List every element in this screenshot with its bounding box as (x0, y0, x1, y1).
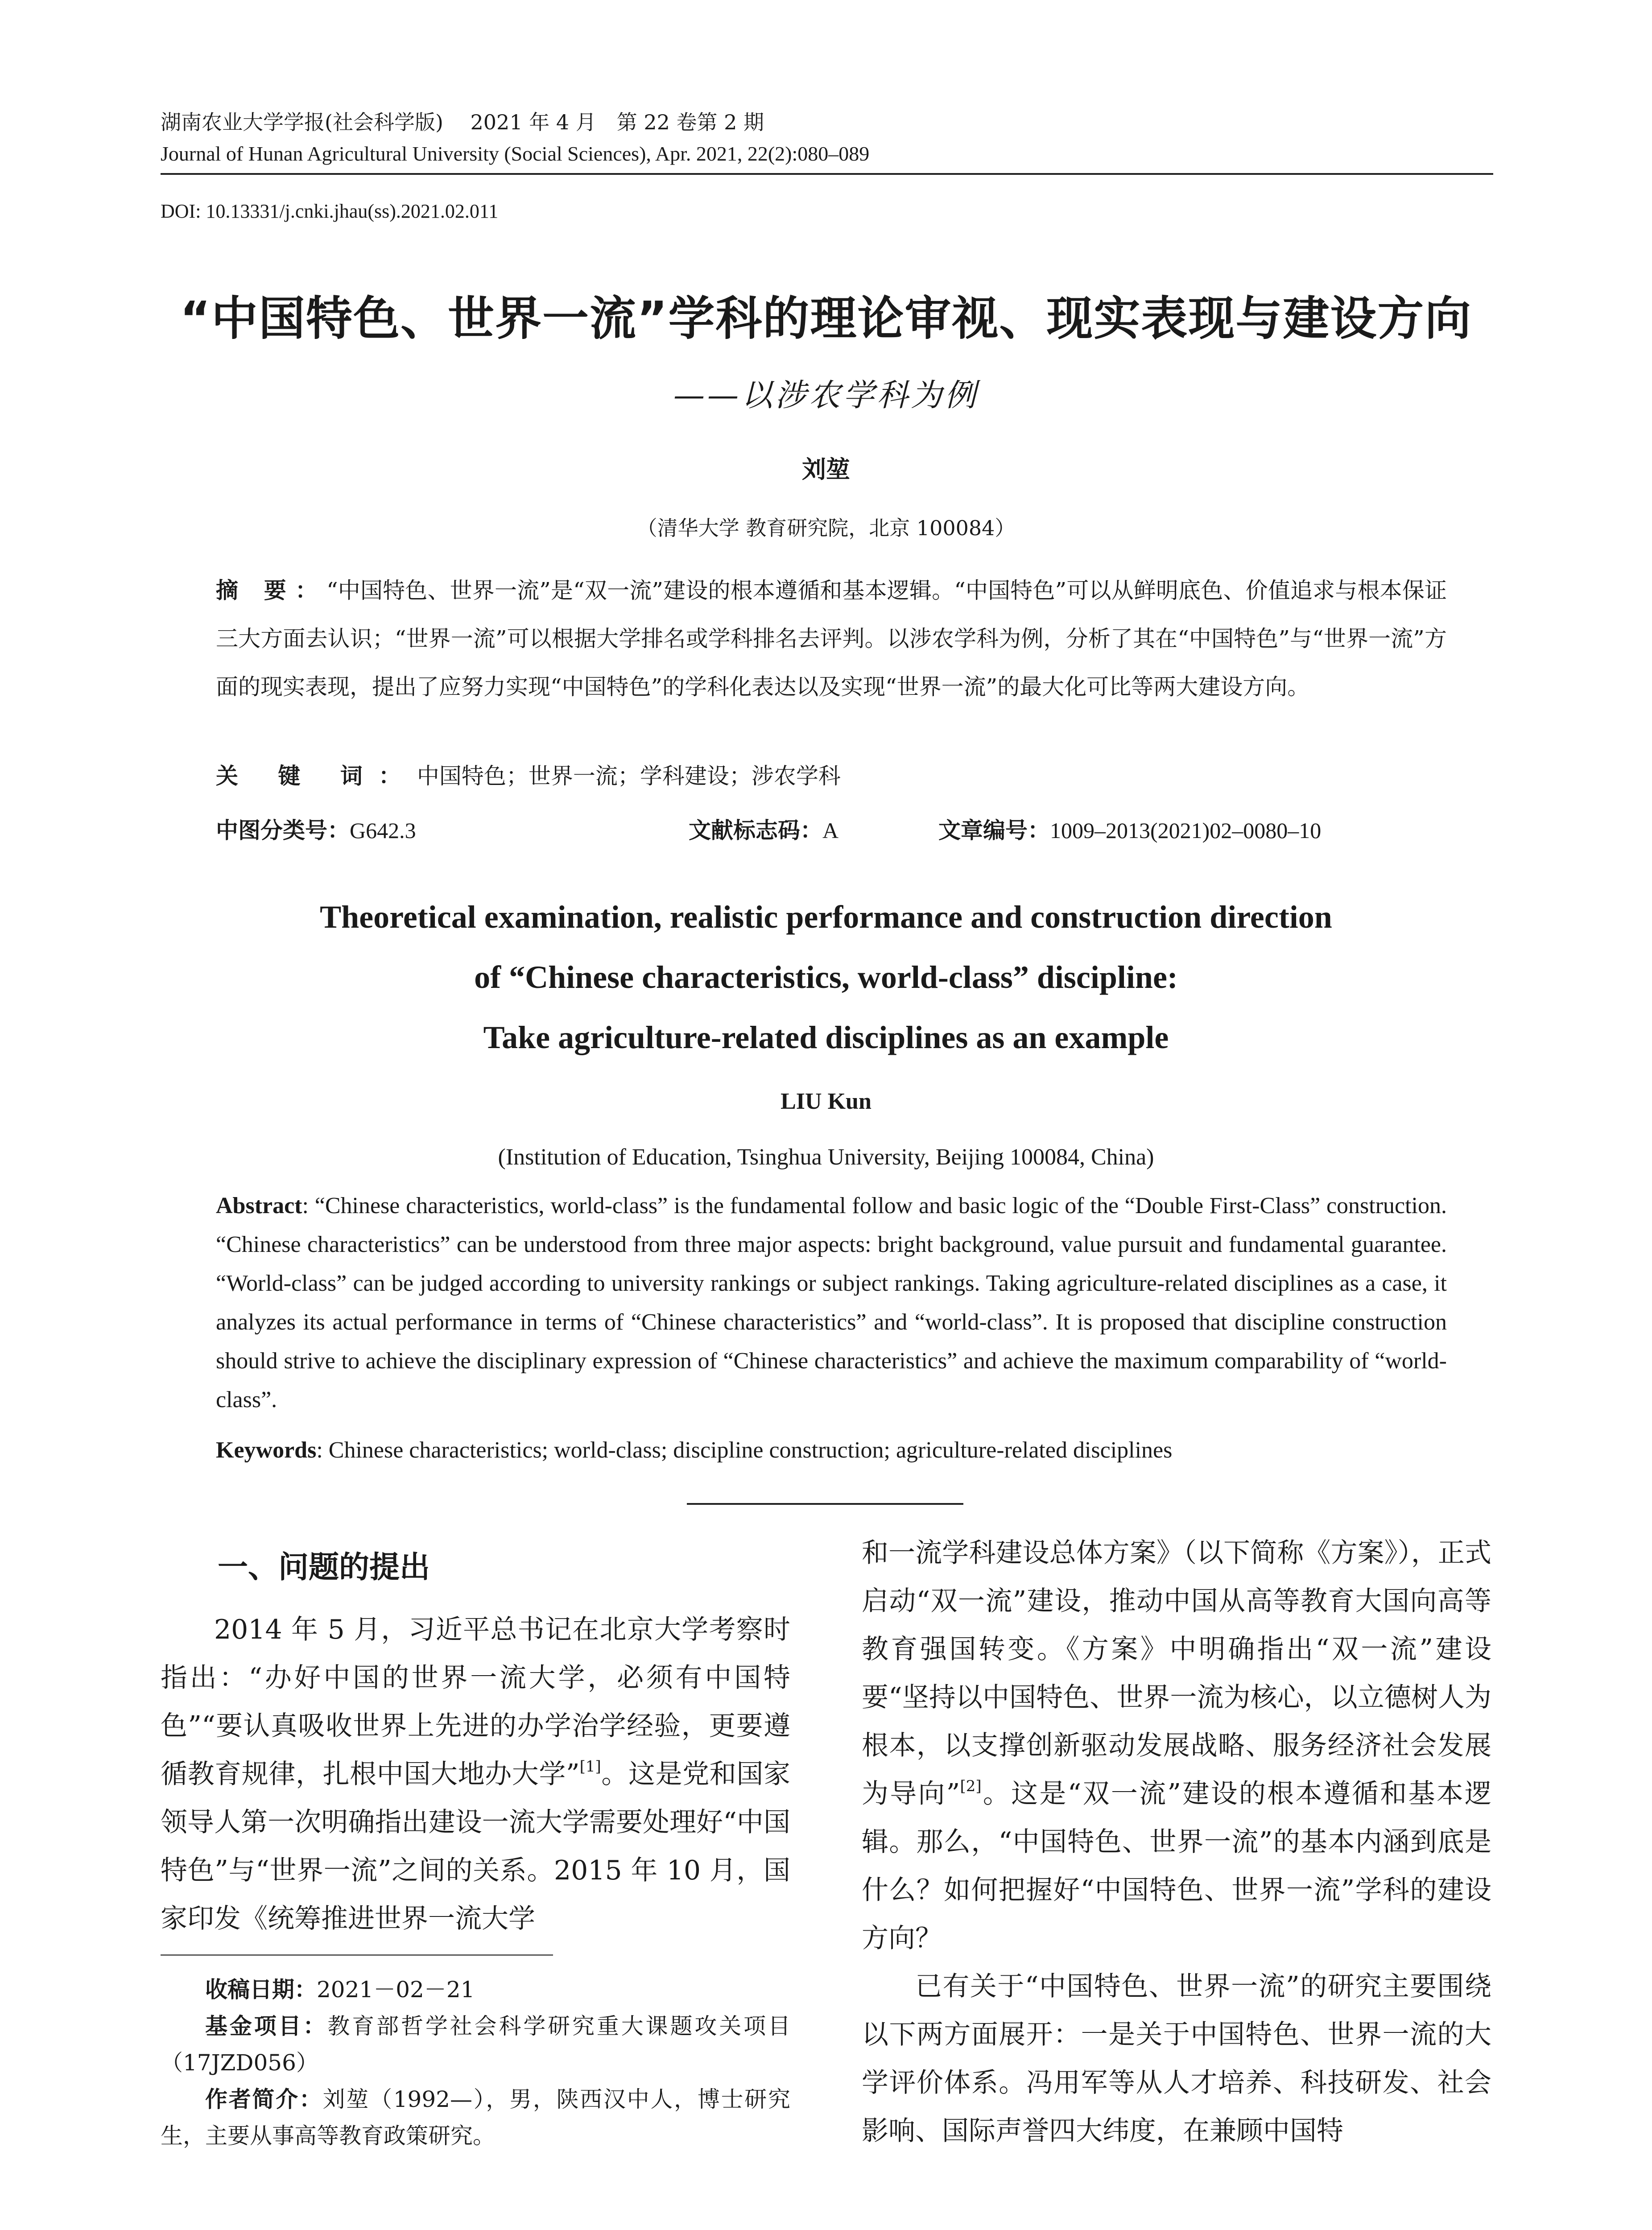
author-en: LIU Kun (781, 1089, 871, 1114)
keywords-cn-text: 中国特色；世界一流；学科建设；涉农学科 (417, 763, 841, 789)
paragraph-text: 2014 年 5 月，习近平总书记在北京大学考察时指出：“办好中国的世界一流大学，必须有中国特色”“要认真吸收世界上先进的办学治学经验，更要遵循教育规律，扎根中国大地办大学” (161, 1614, 790, 1790)
doc-value: A (822, 818, 839, 843)
abstract-cn (216, 566, 1447, 711)
author-bio-label: 作者简介： (205, 2086, 323, 2112)
keywords-cn-label: 关 键 词： (216, 763, 417, 789)
paragraph (862, 1529, 1491, 1962)
paragraph: 已有关于“中国特色、世界一流”的研究主要围绕以下两方面展开：一是关于中国特色、世界一流的大学评价体系。冯用军等从人才培养、科技研发、社会影响、国际声誉四大纬度，在兼顾中国特 (862, 1971, 1491, 2147)
fund-value: 教育部哲学社会科学研究重大课题攻关项目（17JZD056） (161, 2013, 791, 2076)
doc-label: 文献标志码： (689, 818, 822, 843)
section-heading: 一、问题的提出 (218, 1550, 430, 1585)
article-value: 1009–2013(2021)02–0080–10 (1050, 818, 1322, 843)
abstract-cn-text: “中国特色、世界一流”是“双一流”建设的根本遵循和基本逻辑。“中国特色”可以从鲜明底色、价值追求与根本保证三大方面去认识；“世界一流”可以根据大学排名或学科排名去评判。以涉农学科为例，分析了其在“中国特色”与“世界一流”方面的现实表现，提出了应努力实现“中国特色”的学科化表达以及实现“世界一流”的最大化可比等两大建设方向。 (216, 578, 1447, 700)
article-number (938, 813, 1321, 845)
document-code (689, 813, 838, 845)
clc-label: 中图分类号： (216, 818, 350, 843)
affiliation-cn: （清华大学 教育研究院，北京 100084） (636, 516, 1016, 540)
clc-value: G642.3 (350, 818, 416, 843)
clc-code (216, 813, 416, 845)
header-divider (161, 173, 1493, 175)
body-column-right (862, 1529, 1491, 2155)
doi: DOI: 10.13331/j.cnki.jhau(ss).2021.02.011 (161, 200, 499, 222)
fund-label: 基金项目： (205, 2013, 328, 2039)
title-en-line-3: Take agriculture-related disciplines as an example (483, 1020, 1169, 1055)
keywords-en-label: Keywords (216, 1437, 317, 1463)
paragraph-text: 。这是党和国家领导人第一次明确指出建设一流大学需要处理好“中国特色”与“世界一流”之间的关系。2015 年 10 月，国家印发《统筹推进世界一流大学 (161, 1759, 790, 1934)
citation-ref: [2] (960, 1777, 982, 1795)
author-cn: 刘堃 (802, 455, 850, 483)
abstract-cn-label: 摘 要： (216, 578, 327, 603)
footnote-author (161, 2081, 790, 2154)
abstract-en-label: Abstract (216, 1193, 302, 1218)
keywords-en (216, 1437, 1172, 1463)
abstract-en-text: : “Chinese characteristics, world-class” is the fundamental follow and basic logic of the “Double First-Class” construction. “Chinese characteristics” can be understood from three major aspects: bright background, value pursuit and fundamental guarantee. “World-class” can be judged according to university rankings or subject rankings. Taking agriculture-related disciplines as a case, it analyzes its actual performance in terms of “Chinese characteristics” and “world-class”. It is proposed that discipline construction should strive to achieve the disciplinary expression of “Chinese characteristics” and achieve the maximum comparability of “world-class”. (216, 1193, 1447, 1412)
affiliation-en: (Institution of Education, Tsinghua University, Beijing 100084, China) (498, 1144, 1154, 1170)
keywords-cn (216, 758, 841, 790)
paragraph-text: 和一流学科建设总体方案》（以下简称《方案》），正式启动“双一流”建设，推动中国从高等教育大国向高等教育强国转变。《方案》中明确指出“双一流”建设要“坚持以中国特色、世界一流为核心，以立德树人为根本，以支撑创新驱动发展战略、服务经济社会发展为导向” (862, 1537, 1491, 1809)
received-label: 收稿日期： (205, 1977, 317, 2003)
title-en-line-2: of “Chinese characteristics, world-class” discipline: (474, 959, 1178, 995)
footnotes (161, 1971, 790, 2154)
abstract-en (216, 1186, 1447, 1419)
journal-header-en: Journal of Hunan Agricultural University (Social Sciences), Apr. 2021, 22(2):080–089 (161, 142, 870, 165)
keywords-en-text: : Chinese characteristics; world-class; discipline construction; agriculture-related disciplines (316, 1437, 1173, 1463)
section-divider (687, 1503, 963, 1505)
footnote-received (161, 1971, 790, 2008)
author-bio-value: 刘堃（1992—），男，陕西汉中人，博士研究生，主要从事高等教育政策研究。 (161, 2086, 791, 2149)
paragraph (161, 1606, 790, 1943)
title-cn: “中国特色、世界一流”学科的理论审视、现实表现与建设方向 (180, 291, 1472, 346)
footnote-divider (161, 1954, 553, 1956)
title-en-line-1: Theoretical examination, realistic performance and construction direction (320, 899, 1332, 935)
article-label: 文章编号： (938, 818, 1050, 843)
journal-header-cn: 湖南农业大学学报(社会科学版) 2021 年 4 月 第 22 卷第 2 期 (161, 110, 764, 134)
paragraph-text: 。这是“双一流”建设的根本遵循和基本逻辑。那么，“中国特色、世界一流”的基本内涵到底是什么？如何把握好“中国特色、世界一流”学科的建设方向？ (862, 1778, 1491, 1954)
subtitle-cn: ——以涉农学科为例 (673, 377, 979, 413)
received-value: 2021－02－21 (317, 1977, 475, 2003)
body-column-left (161, 1606, 790, 1943)
citation-ref: [1] (579, 1758, 601, 1776)
footnote-fund (161, 2008, 790, 2081)
